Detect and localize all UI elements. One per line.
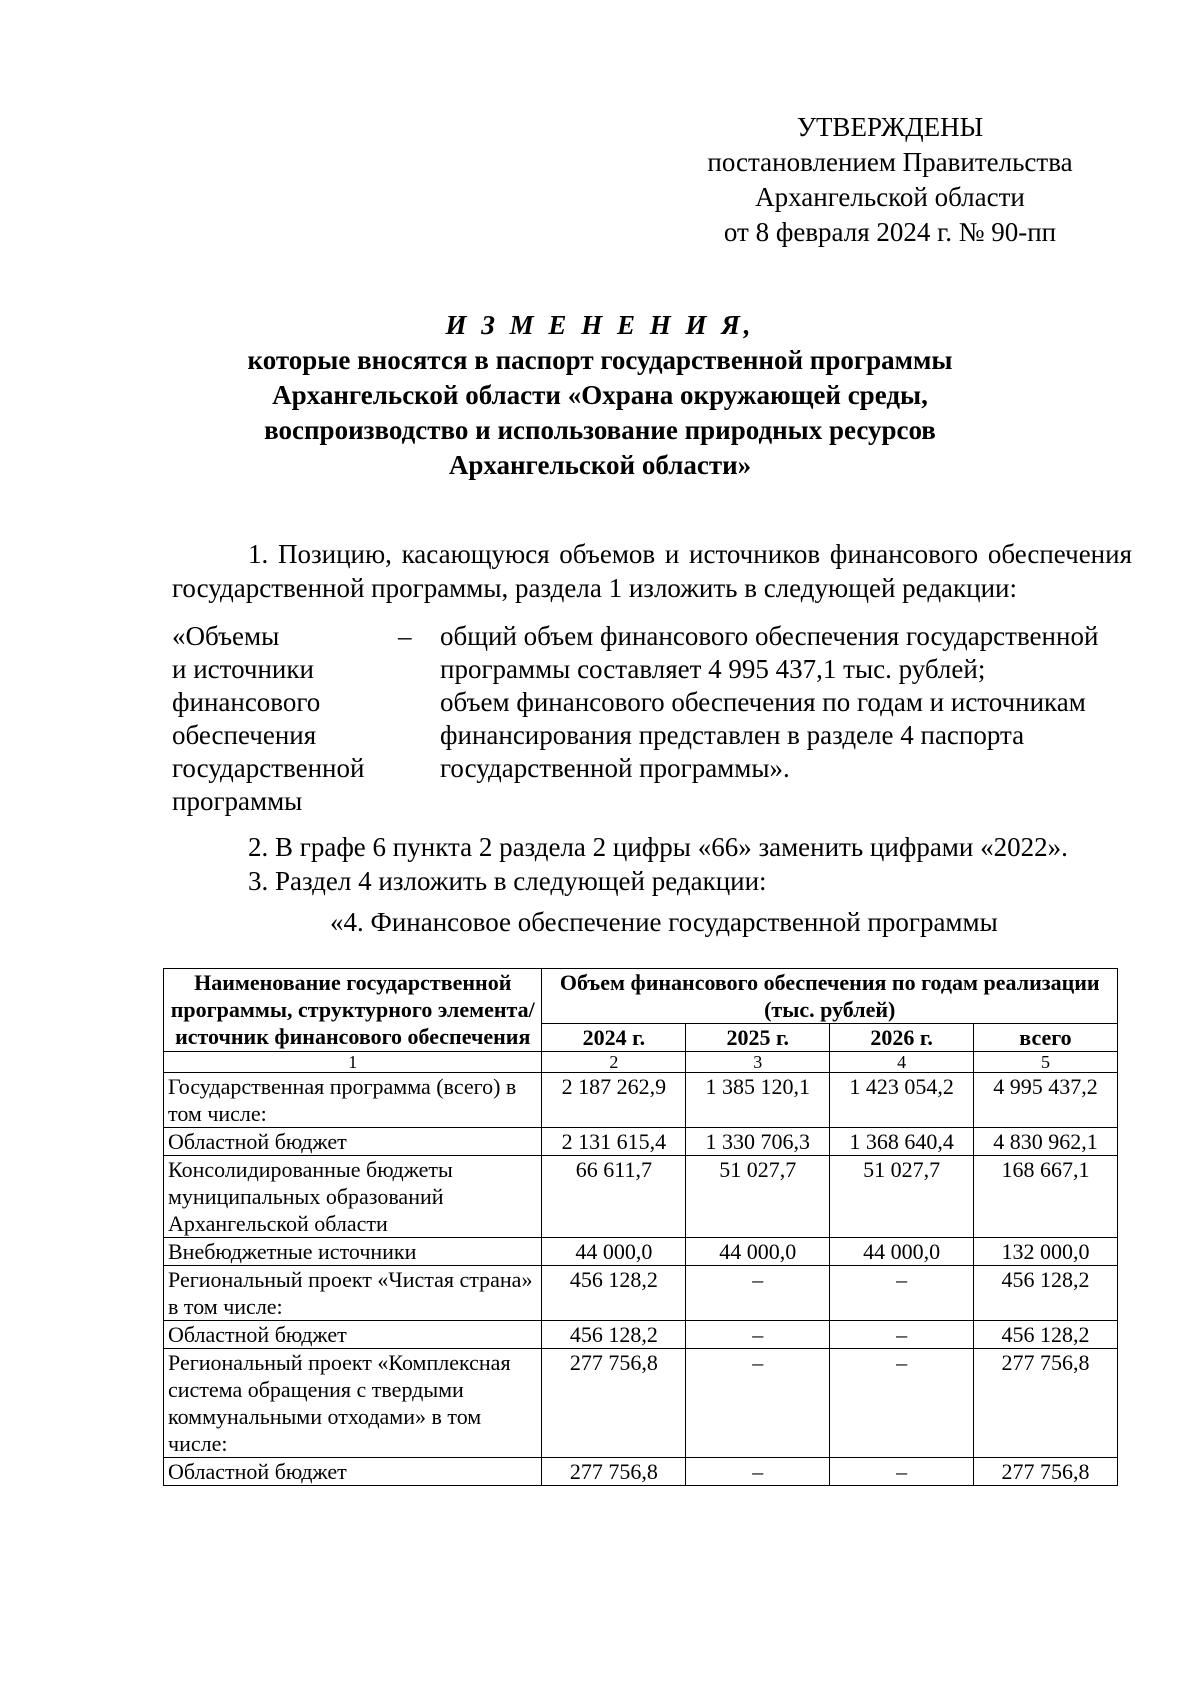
row-value: – — [686, 1266, 830, 1321]
row-name: Консолидированные бюджеты муниципальных образований Архангельской области — [164, 1156, 542, 1238]
row-name: Областной бюджет — [164, 1321, 542, 1349]
row-value: 4 830 962,1 — [974, 1128, 1118, 1156]
row-value: 132 000,0 — [974, 1238, 1118, 1266]
table-row — [164, 1321, 1118, 1349]
row-name: Государственная программа (всего) в том числе: — [164, 1073, 542, 1128]
row-value: 2 187 262,9 — [542, 1073, 686, 1128]
row-value: 456 128,2 — [542, 1266, 686, 1321]
row-value: 44 000,0 — [686, 1238, 830, 1266]
row-value: 1 385 120,1 — [686, 1073, 830, 1128]
row-value: – — [830, 1321, 974, 1349]
title-line-5: Архангельской области» — [448, 450, 752, 480]
header-year: 2024 г. — [542, 1024, 686, 1052]
row-value: – — [686, 1321, 830, 1349]
table-row — [164, 1349, 1118, 1458]
paragraph-1: 1. Позицию, касающуюся объемов и источников финансового обеспечения государственной программы, раздела 1 изложить в следующей редакции: — [172, 539, 1132, 603]
table-row — [164, 1458, 1118, 1486]
row-value: 1 423 054,2 — [830, 1073, 974, 1128]
header-year: 2025 г. — [686, 1024, 830, 1052]
header-year: 2026 г. — [830, 1024, 974, 1052]
row-value: – — [686, 1458, 830, 1486]
table-row — [164, 1238, 1118, 1266]
row-value: 456 128,2 — [974, 1321, 1118, 1349]
position-label-line: финансового — [172, 687, 321, 717]
column-number: 2 — [542, 1052, 686, 1073]
row-value: 44 000,0 — [542, 1238, 686, 1266]
title-line-4: воспроизводство и использование природных ресурсов — [264, 415, 936, 445]
position-label-line: государственной — [172, 753, 365, 783]
row-value: 168 667,1 — [974, 1156, 1118, 1238]
row-value: 277 756,8 — [974, 1349, 1118, 1458]
table-row — [164, 1073, 1118, 1128]
row-value: 2 131 615,4 — [542, 1128, 686, 1156]
table-row — [164, 1128, 1118, 1156]
column-number-row — [164, 1052, 1118, 1073]
table-header-row — [164, 969, 1118, 1024]
row-value: 277 756,8 — [542, 1349, 686, 1458]
approval-line-3: Архангельской области — [755, 182, 1025, 212]
table-row — [164, 1266, 1118, 1321]
position-text — [440, 620, 1132, 785]
paragraph-2: 2. В графе 6 пункта 2 раздела 2 цифры «66» заменить цифрами «2022». — [248, 832, 1068, 862]
table-body — [164, 1073, 1118, 1486]
header-total: всего — [974, 1024, 1118, 1052]
approval-line-4: от 8 февраля 2024 г. № 90-пп — [723, 217, 1057, 247]
row-value: 66 611,7 — [542, 1156, 686, 1238]
row-value: – — [830, 1458, 974, 1486]
row-name: Региональный проект «Комплексная система обращения с твердыми коммунальными отходами» в том числе: — [164, 1349, 542, 1458]
column-number: 5 — [974, 1052, 1118, 1073]
approval-heading: УТВЕРЖДЕНЫ — [796, 112, 984, 142]
position-text-1: общий объем финансового обеспечения государственной программы составляет 4 995 437,1 тыс. рублей; — [440, 621, 1099, 684]
header-group: Объем финансового обеспечения по годам реализации (тыс. рублей) — [542, 969, 1118, 1024]
position-label — [172, 620, 382, 818]
position-label-line: программы — [172, 786, 303, 816]
title-main: И З М Е Н Е Н И Я, — [445, 310, 755, 340]
row-value: 1 368 640,4 — [830, 1128, 974, 1156]
section-title: «4. Финансовое обеспечение государственной программы — [330, 907, 998, 937]
position-dash: – — [398, 621, 412, 651]
table-row — [164, 1156, 1118, 1238]
row-name: Внебюджетные источники — [164, 1238, 542, 1266]
row-value: – — [686, 1349, 830, 1458]
document-title — [150, 308, 1050, 483]
row-value: 51 027,7 — [686, 1156, 830, 1238]
row-name: Областной бюджет — [164, 1128, 542, 1156]
position-label-line: и источники — [172, 654, 314, 684]
column-number: 4 — [830, 1052, 974, 1073]
row-name: Региональный проект «Чистая страна» в том числе: — [164, 1266, 542, 1321]
row-value: 456 128,2 — [974, 1266, 1118, 1321]
title-line-2: которые вносятся в паспорт государственной программы — [247, 345, 953, 375]
paragraph-3: 3. Раздел 4 изложить в следующей редакции: — [248, 866, 767, 896]
row-value: – — [830, 1266, 974, 1321]
title-line-3: Архангельской области «Охрана окружающей среды, — [272, 380, 928, 410]
column-number: 3 — [686, 1052, 830, 1073]
approval-line-2: постановлением Правительства — [707, 147, 1073, 177]
approval-stamp — [690, 110, 1090, 250]
row-value: 51 027,7 — [830, 1156, 974, 1238]
header-name: Наименование государственной программы, структурного элемента/источник финансового обеспечения — [164, 969, 542, 1052]
row-value: 4 995 437,2 — [974, 1073, 1118, 1128]
position-text-2: объем финансового обеспечения по годам и источникам финансирования представлен в разделе 4 паспорта государственной программы». — [440, 687, 1086, 783]
row-value: – — [830, 1349, 974, 1458]
position-label-line: обеспечения — [172, 720, 317, 750]
row-value: 277 756,8 — [974, 1458, 1118, 1486]
column-number: 1 — [164, 1052, 542, 1073]
position-label-line: «Объемы — [172, 621, 280, 651]
row-name: Областной бюджет — [164, 1458, 542, 1486]
row-value: 44 000,0 — [830, 1238, 974, 1266]
row-value: 1 330 706,3 — [686, 1128, 830, 1156]
row-value: 456 128,2 — [542, 1321, 686, 1349]
row-value: 277 756,8 — [542, 1458, 686, 1486]
financing-table — [163, 968, 1118, 1486]
